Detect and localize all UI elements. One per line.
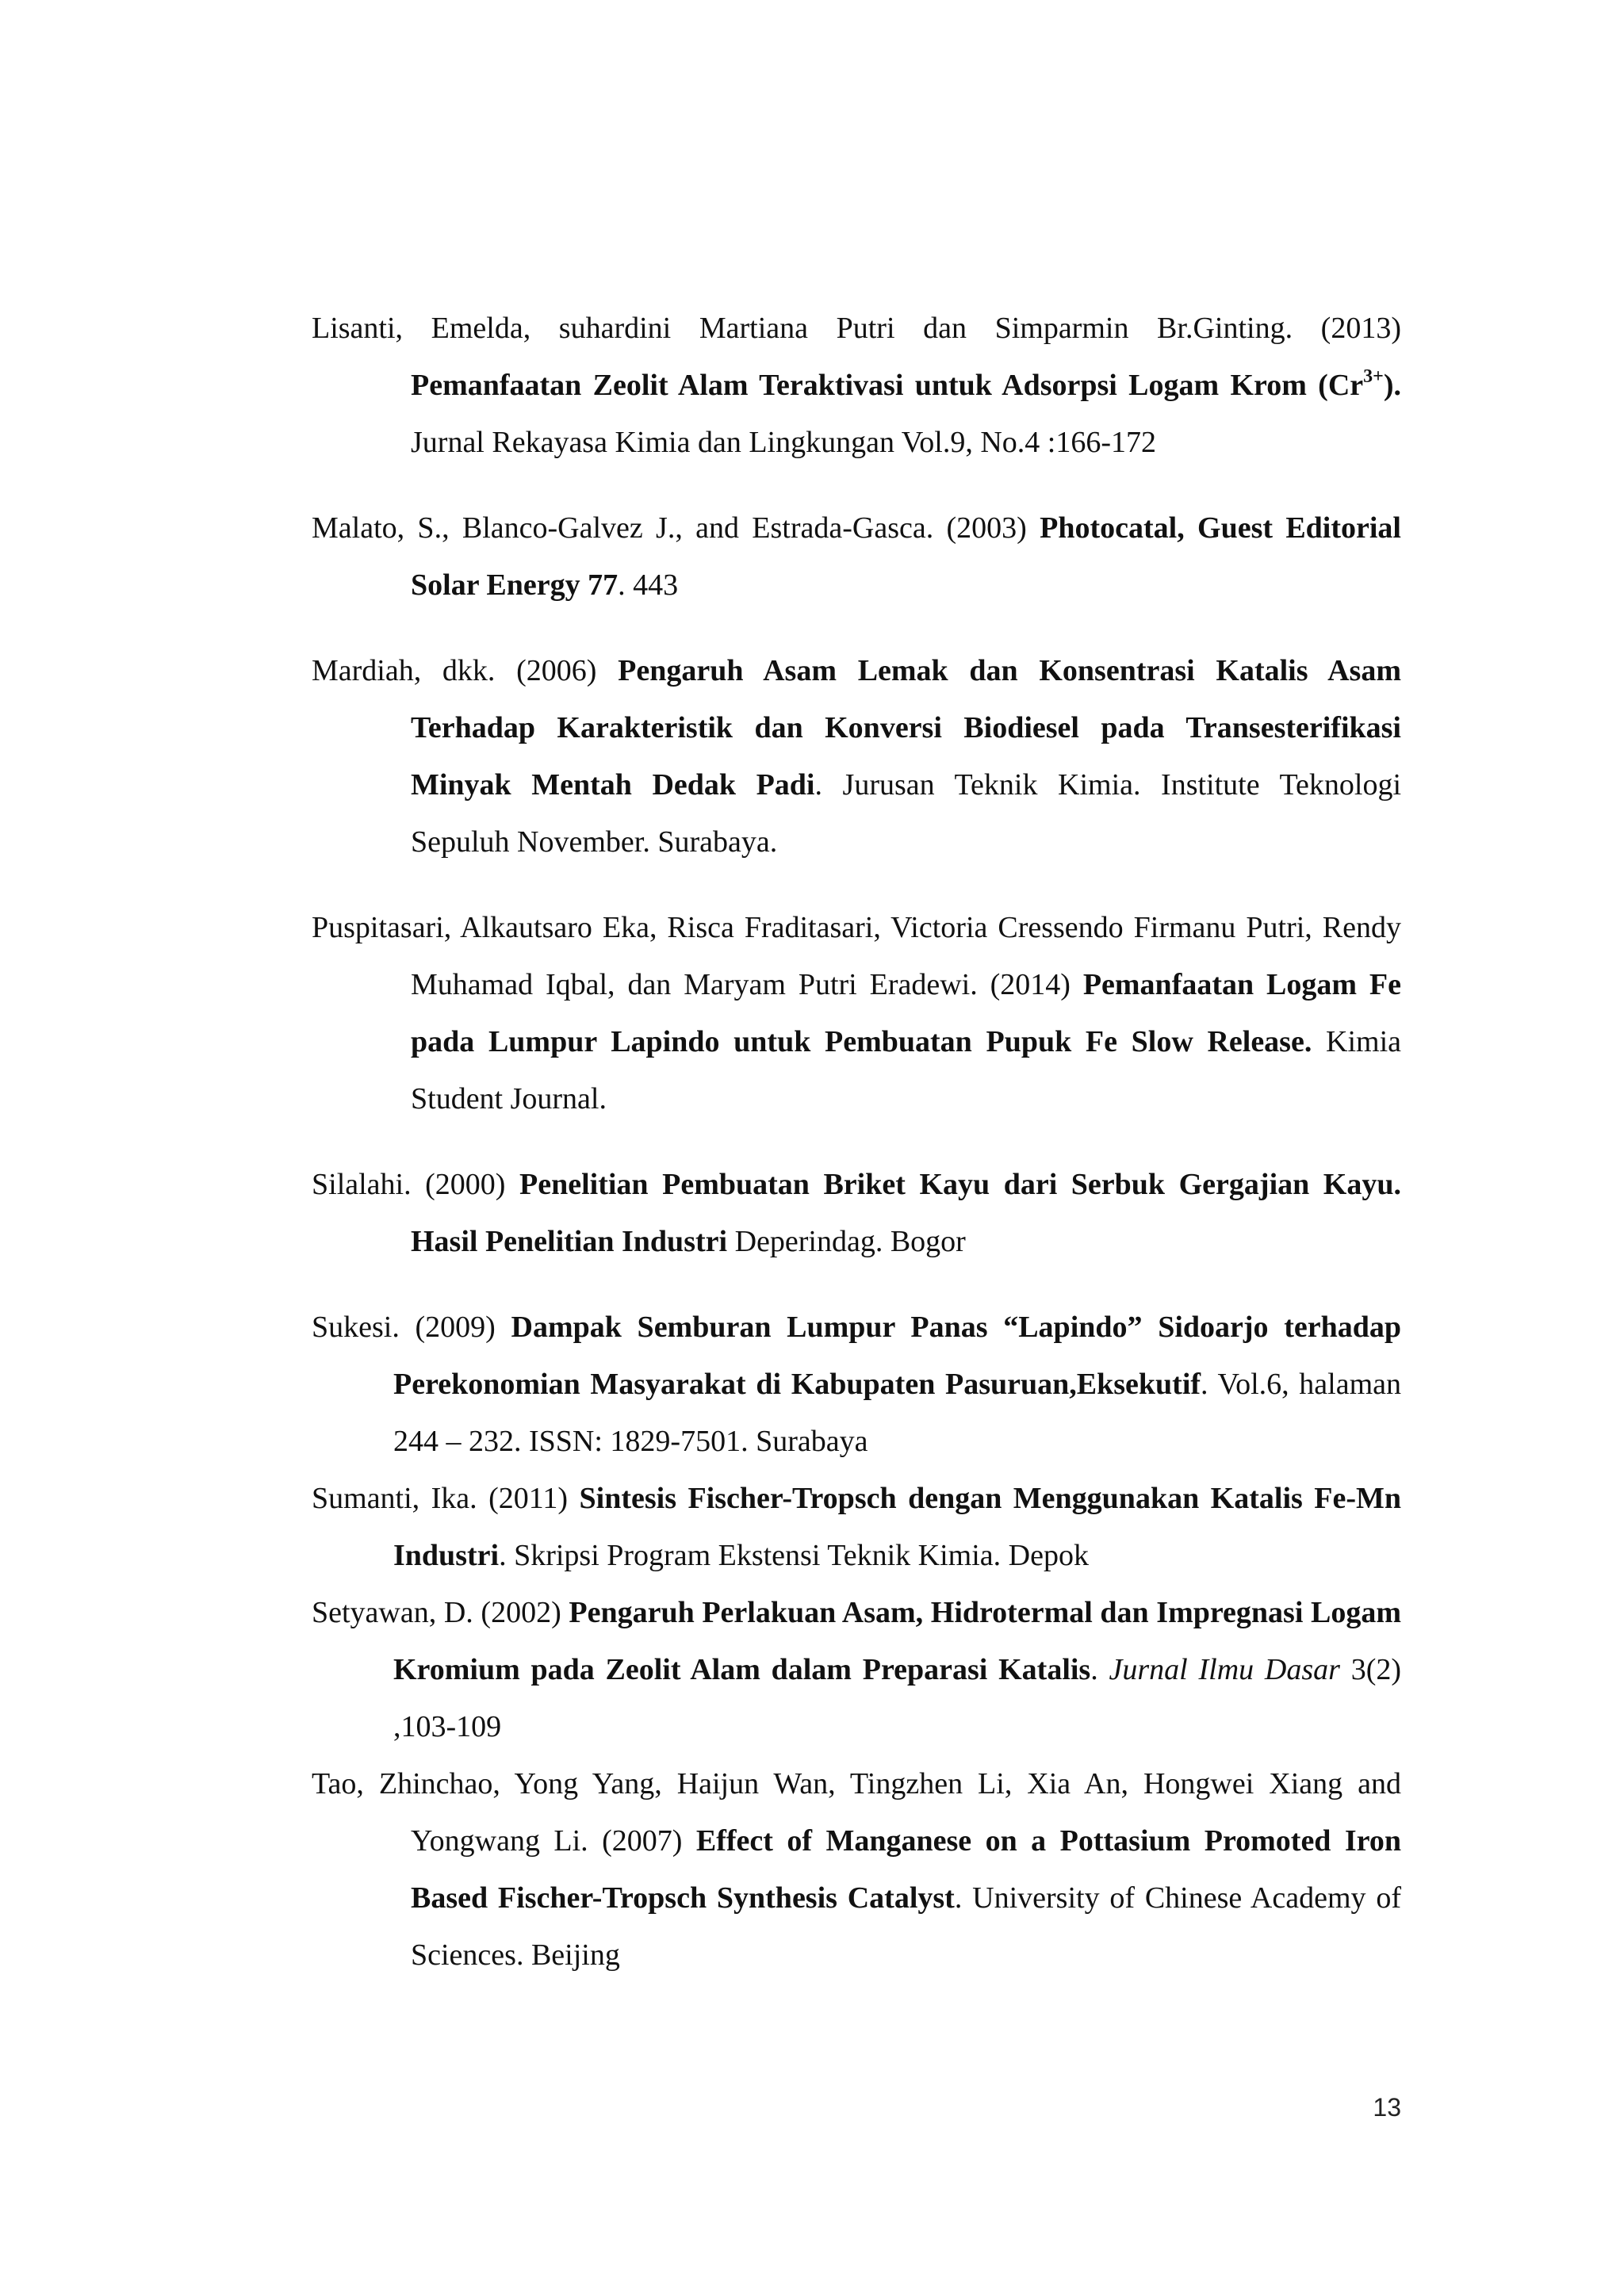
reference-source: . Vol.6, halaman 244 – 232. ISSN: 1829-7501. Surabaya — [393, 1368, 1401, 1458]
reference-entry-sumanti — [312, 1470, 1401, 1584]
reference-list — [312, 300, 1401, 2012]
reference-title: Pemanfaatan Logam Fe pada Lumpur Lapindo untuk Pembuatan Pupuk Fe Slow Release. — [411, 968, 1401, 1058]
reference-entry-malato — [312, 499, 1401, 614]
reference-title: Pengaruh Perlakuan Asam, Hidrotermal dan Impregnasi Logam Kromium pada Zeolit Alam dalam Preparasi Katalis — [393, 1596, 1402, 1686]
reference-title-superscript: 3+ — [1363, 366, 1384, 387]
reference-source: . Jurusan Teknik Kimia. Institute Teknologi Sepuluh November. Surabaya. — [411, 768, 1401, 859]
reference-authors: Lisanti, Emelda, suhardini Martiana Putri dan Simparmin Br.Ginting. (2013) — [312, 312, 1401, 345]
reference-source: Deperindag. Bogor — [727, 1225, 966, 1258]
reference-source: Kimia Student Journal. — [411, 1025, 1401, 1115]
reference-title: Pengaruh Asam Lemak dan Konsentrasi Katalis Asam Terhadap Karakteristik dan Konversi Biodiesel pada Transesterifikasi Minyak Mentah Dedak Padi — [411, 654, 1402, 802]
reference-entry-lisanti — [312, 300, 1401, 471]
reference-entry-sukesi — [312, 1299, 1401, 1470]
reference-title-end: ). — [1383, 369, 1401, 402]
reference-entry-tao — [312, 1755, 1401, 1984]
reference-source: . University of Chinese Academy of Sciences. Beijing — [411, 1881, 1401, 1972]
reference-authors: Malato, S., Blanco-Galvez J., and Estrada-Gasca. (2003) — [312, 511, 1027, 545]
reference-title: Penelitian Pembuatan Briket Kayu dari Serbuk Gergajian Kayu. Hasil Penelitian Industri — [411, 1168, 1402, 1258]
reference-source: . — [1090, 1653, 1109, 1686]
reference-authors: Sukesi. (2009) — [312, 1311, 496, 1344]
reference-title: Pemanfaatan Zeolit Alam Teraktivasi untuk Adsorpsi Logam Krom (Cr — [411, 369, 1364, 402]
reference-entry-setyawan — [312, 1584, 1401, 1755]
reference-source: . 443 — [618, 568, 679, 602]
reference-journal: Jurnal Ilmu Dasar — [1109, 1653, 1340, 1686]
reference-authors: Setyawan, D. (2002) — [312, 1596, 561, 1629]
reference-source: Jurnal Rekayasa Kimia dan Lingkungan Vol.9, No.4 :166-172 — [411, 426, 1157, 459]
reference-source: . Skripsi Program Ekstensi Teknik Kimia. Depok — [499, 1539, 1089, 1572]
reference-title: Photocatal, Guest Editorial Solar Energy 77 — [411, 511, 1401, 602]
reference-authors: Puspitasari, Alkautsaro Eka, Risca Fraditasari, Victoria Cressendo Firmanu Putri, Rendy Muhamad Iqbal, dan Maryam Putri Eradewi. (2014) — [312, 911, 1401, 1001]
reference-entry-silalahi — [312, 1156, 1401, 1270]
reference-volume-pages: 3(2) ,103-109 — [393, 1653, 1402, 1743]
reference-authors: Tao, Zhinchao, Yong Yang, Haijun Wan, Tingzhen Li, Xia An, Hongwei Xiang and Yongwang Li. (2007) — [312, 1767, 1401, 1858]
reference-entry-puspitasari — [312, 899, 1401, 1127]
reference-authors: Sumanti, Ika. (2011) — [312, 1482, 569, 1515]
reference-title: Effect of Manganese on a Pottasium Promoted Iron Based Fischer-Tropsch Synthesis Catalyst — [411, 1824, 1401, 1915]
reference-entry-mardiah — [312, 642, 1401, 871]
reference-title: Dampak Semburan Lumpur Panas “Lapindo” Sidoarjo terhadap Perekonomian Masyarakat di Kabupaten Pasuruan,Eksekutif — [393, 1311, 1401, 1401]
reference-title: Sintesis Fischer-Tropsch dengan Menggunakan Katalis Fe-Mn Industri — [393, 1482, 1401, 1572]
reference-authors: Silalahi. (2000) — [312, 1168, 506, 1201]
reference-authors: Mardiah, dkk. (2006) — [312, 654, 597, 687]
page-number: 13 — [1373, 2093, 1401, 2122]
